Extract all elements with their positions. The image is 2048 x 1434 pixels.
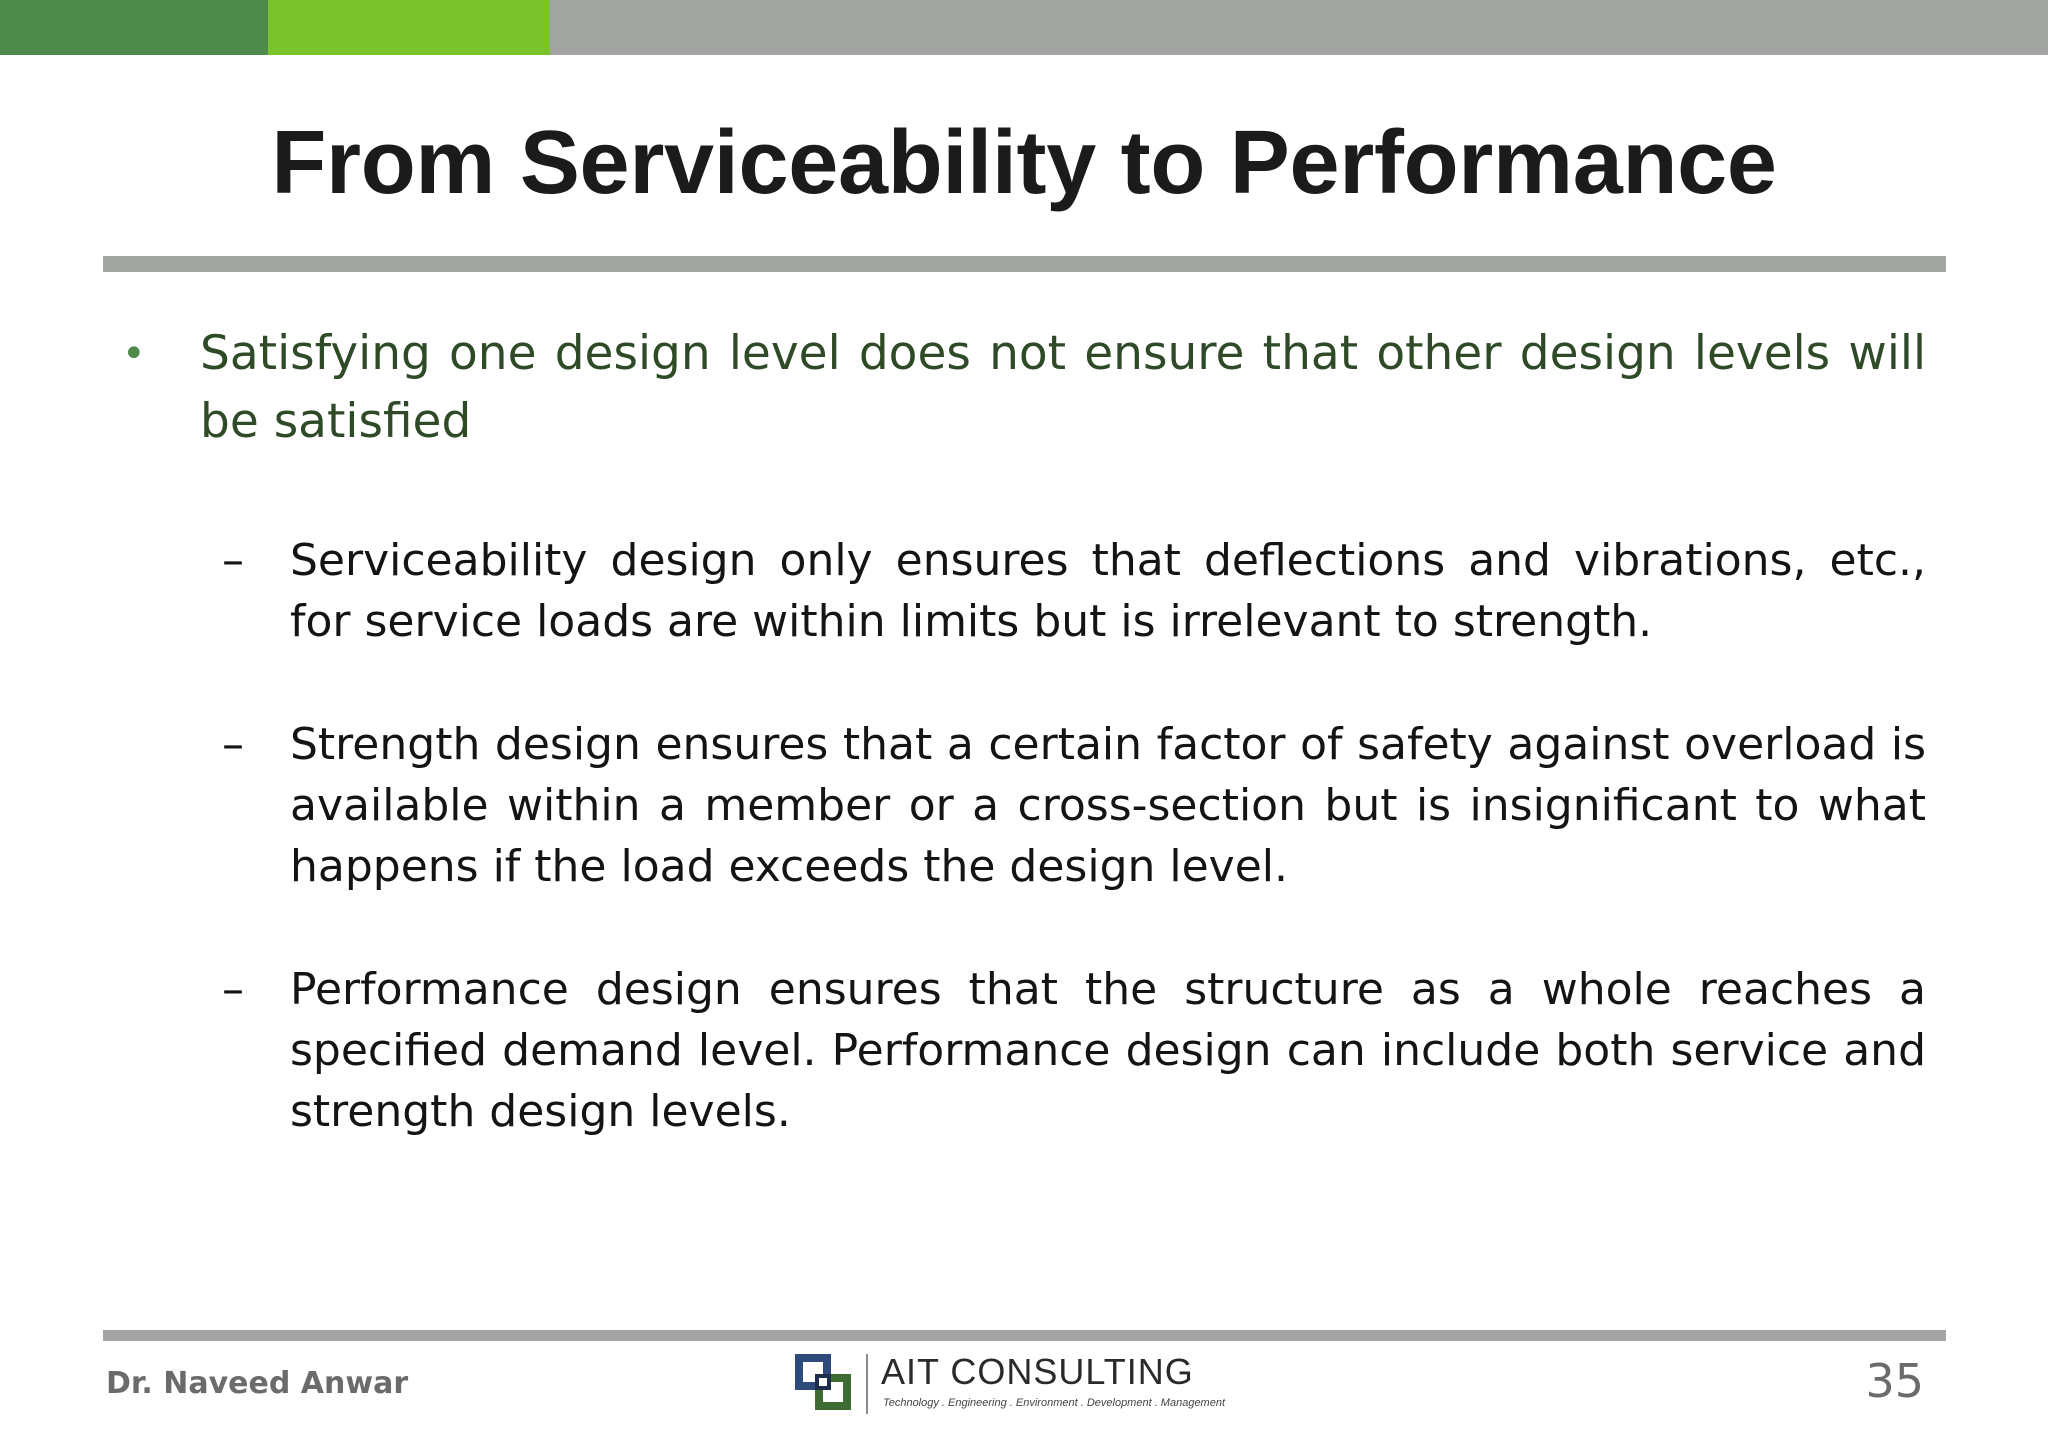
- logo-tagline: Technology . Engineering . Environment . Development . Management: [883, 1397, 1226, 1409]
- sub-item-marker: –: [222, 719, 244, 770]
- top-accent-bar: [0, 0, 2048, 55]
- sub-item-marker: –: [222, 535, 244, 586]
- sub-item-performance: [222, 959, 1926, 1142]
- sub-item-strength: [222, 714, 1926, 897]
- ait-logo-icon: [793, 1352, 855, 1414]
- title-divider: [103, 256, 1946, 272]
- slide-content: [120, 320, 1926, 1142]
- bullet-marker: •: [122, 331, 146, 377]
- footer-author: Dr. Naveed Anwar: [106, 1366, 409, 1401]
- sub-item-serviceability: [222, 530, 1926, 652]
- slide-title: From Serviceability to Performance: [271, 113, 1777, 213]
- sub-item-marker: –: [222, 964, 244, 1015]
- sub-item-text: Performance design ensures that the structure as a whole reaches a specified demand level. Performance design can include both service and strength design levels.: [290, 964, 1926, 1137]
- page-number: 35: [1865, 1354, 1924, 1408]
- logo-name: AIT CONSULTING: [881, 1351, 1194, 1392]
- sub-item-text: Serviceability design only ensures that deflections and vibrations, etc., for service loads are within limits but is irrelevant to strength.: [290, 535, 1926, 647]
- main-bullet-text: Satisfying one design level does not ensure that other design levels will be satisfied: [200, 326, 1926, 449]
- footer-divider: [103, 1330, 1946, 1341]
- ait-consulting-logo: [793, 1350, 1226, 1420]
- logo-divider: [866, 1354, 868, 1414]
- accent-segment-dark-green: [0, 0, 268, 55]
- accent-segment-light-green: [268, 0, 550, 55]
- sub-item-text: Strength design ensures that a certain factor of safety against overload is available within a member or a cross-section but is insignificant to what happens if the load exceeds the design level.: [290, 719, 1926, 892]
- accent-segment-gray: [550, 0, 2048, 55]
- main-bullet: [120, 320, 1926, 456]
